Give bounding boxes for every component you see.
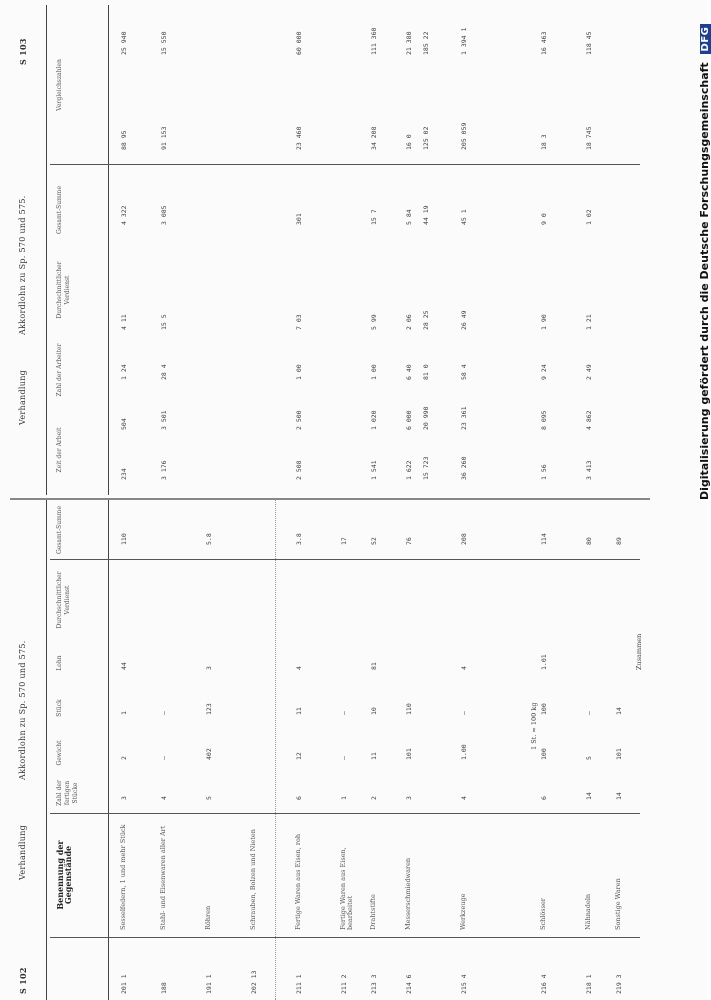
left-page — [10, 500, 650, 1000]
cell: 5 99 — [370, 314, 378, 330]
table-row — [120, 500, 134, 1000]
header-akkordlohn-right: Akkordlohn zu Sp. 570 und 575. — [18, 195, 27, 335]
col-header: Stück — [56, 699, 63, 717]
table-row — [405, 500, 419, 1000]
table-row — [340, 500, 354, 1000]
row-desc: Stahl- und Eisenwaren aller Art — [159, 825, 167, 930]
cell: 88 95 — [120, 130, 128, 150]
table-row — [205, 500, 219, 1000]
cell: 45 1 — [460, 209, 468, 225]
cell: 23 361 — [460, 406, 468, 430]
table-row — [370, 5, 384, 495]
cell: 2 49 — [585, 364, 593, 380]
table-row — [460, 500, 474, 1000]
cell: 1 020 — [370, 410, 378, 430]
row-sum: 3.8 — [295, 533, 303, 545]
table-row — [405, 5, 419, 495]
cell: 21 380 — [405, 31, 413, 55]
row-sum: 5.8 — [205, 533, 213, 545]
row-q: 5 — [205, 796, 213, 800]
cell: 1 90 — [540, 314, 548, 330]
table-row — [295, 5, 309, 495]
row-v3: 44 — [120, 662, 128, 670]
row-v2: — — [160, 711, 168, 715]
row-v2: — — [460, 711, 468, 715]
cell: 5 84 — [405, 209, 413, 225]
rule — [108, 5, 109, 495]
table-row — [422, 5, 436, 495]
row-v1: 11 — [370, 752, 378, 760]
cell: 60 000 — [295, 31, 303, 55]
row-ref: 215 4 — [460, 974, 468, 994]
row-ref: 214 6 — [405, 974, 413, 994]
page-number-left: S 102 — [18, 967, 28, 994]
cell: 1 21 — [585, 314, 593, 330]
col-header: Zahl der Arbeiter — [56, 343, 63, 397]
row-q: 14 — [615, 792, 623, 800]
row-desc: Schlösser — [539, 898, 547, 930]
row-sum: 89 — [615, 537, 623, 545]
row-ref: 191 1 — [205, 974, 213, 994]
cell: 15 723 — [422, 456, 430, 480]
cell: 4 862 — [585, 410, 593, 430]
col-header: Zeit der Arbeit — [56, 427, 63, 473]
cell: 125 02 — [422, 126, 430, 150]
row-q: 6 — [540, 796, 548, 800]
col-header: Zahl der fertigen Stücke — [56, 780, 79, 806]
row-v2: 1 — [120, 711, 128, 715]
row-v3: 81 — [370, 662, 378, 670]
rule — [46, 500, 47, 1000]
row-desc: Messerschmiedwaren — [404, 857, 412, 930]
row-desc: Fertige Waren aus Eisen, bearbeitet — [339, 847, 354, 930]
cell: 301 — [295, 213, 303, 225]
col-header: Durchschnittlicher Verdienst — [56, 571, 71, 629]
row-v1: 101 — [405, 748, 413, 760]
cell: 58 4 — [460, 364, 468, 380]
col-header: Durchschnittlicher Verdienst — [56, 261, 71, 319]
cell: 15 5 — [160, 314, 168, 330]
row-desc: Drahtstifte — [369, 894, 377, 930]
row-ref: 216 4 — [540, 974, 548, 994]
row-q: 2 — [370, 796, 378, 800]
row-v1: — — [160, 756, 168, 760]
dotted-leader — [275, 500, 276, 1000]
row-sum: 110 — [120, 533, 128, 545]
note: 1 St. = 100 kg — [530, 702, 538, 750]
header-verhandlung-right: Verhandlung — [18, 369, 27, 425]
cell: 18 745 — [585, 126, 593, 150]
row-v3: 3 — [205, 666, 213, 670]
row-sum: 80 — [585, 537, 593, 545]
row-sum: 17 — [340, 537, 348, 545]
cell: 81 0 — [422, 364, 430, 380]
cell: 3 413 — [585, 460, 593, 480]
row-q: 3 — [120, 796, 128, 800]
row-desc: Sesselfedern, 1 und mehr Stück — [119, 824, 127, 930]
row-desc: Röhren — [204, 905, 212, 930]
rotated-table-spread — [10, 0, 650, 1000]
cell: 15 7 — [370, 209, 378, 225]
col-header: Lohn — [56, 655, 63, 671]
cell: 9 24 — [540, 364, 548, 380]
rule — [108, 500, 109, 1000]
row-q: 4 — [160, 796, 168, 800]
row-ref: 213 3 — [370, 974, 378, 994]
cell: 1 02 — [585, 209, 593, 225]
page-gutter — [10, 498, 650, 500]
cell: 36 260 — [460, 456, 468, 480]
cell: 3 176 — [160, 460, 168, 480]
col-header: Vergleichszahlen — [56, 59, 63, 111]
row-v2: 10 — [370, 707, 378, 715]
cell: 2 508 — [295, 460, 303, 480]
row-sum: 76 — [405, 537, 413, 545]
table-row — [120, 5, 134, 495]
row-sum: 52 — [370, 537, 378, 545]
row-v2: — — [340, 711, 348, 715]
header-akkordlohn-left: Akkordlohn zu Sp. 570 und 575. — [18, 640, 27, 780]
cell: 7 03 — [295, 314, 303, 330]
row-ref: 219 3 — [615, 974, 623, 994]
row-v1: 402 — [205, 748, 213, 760]
row-sum: 114 — [540, 533, 548, 545]
row-q: 14 — [585, 792, 593, 800]
cell: 26 49 — [460, 310, 468, 330]
row-v2: 11 — [295, 707, 303, 715]
col-header: Gewicht — [56, 740, 63, 766]
cell: 9 0 — [540, 213, 548, 225]
cell: 1 56 — [540, 464, 548, 480]
cell: 1 541 — [370, 460, 378, 480]
col-header: Gesamt-Summe — [56, 505, 63, 555]
row-v1: 12 — [295, 752, 303, 760]
right-page — [10, 5, 650, 495]
table-row — [460, 5, 474, 495]
cell: 3 085 — [160, 205, 168, 225]
cell: 2 500 — [295, 410, 303, 430]
col-header: Gesamt-Summe — [56, 185, 63, 235]
cell: 15 550 — [160, 31, 168, 55]
row-desc: Sonstige Waren — [614, 878, 622, 930]
cell: 34 208 — [370, 126, 378, 150]
table-row — [160, 500, 174, 1000]
row-v1: — — [340, 756, 348, 760]
row-q: 3 — [405, 796, 413, 800]
row-desc: Werkzeuge — [459, 893, 467, 930]
note: Zusammen — [635, 633, 643, 670]
cell: 8 095 — [540, 410, 548, 430]
row-sum: 208 — [460, 533, 468, 545]
cell: 504 — [120, 418, 128, 430]
cell: 3 501 — [160, 410, 168, 430]
row-v2: 110 — [405, 703, 413, 715]
table-row — [250, 500, 264, 1000]
credit-text: Digitalisierung gefördert durch die Deutsche Forschungsgemeinschaft — [698, 62, 711, 500]
table-row — [295, 500, 309, 1000]
table-row — [370, 500, 384, 1000]
row-ref: 218 1 — [585, 974, 593, 994]
row-v3: 4 — [295, 666, 303, 670]
cell: 118 45 — [585, 31, 593, 55]
cell: 1 00 — [295, 364, 303, 380]
cell: 185 22 — [422, 31, 430, 55]
cell: 16 0 — [405, 134, 413, 150]
table-row — [160, 5, 174, 495]
cell: 1 24 — [120, 364, 128, 380]
cell: 23 460 — [295, 126, 303, 150]
row-v2: — — [585, 711, 593, 715]
table-row — [540, 500, 554, 1000]
column-title: Benennung der Gegenstände — [55, 840, 73, 910]
cell: 25 940 — [120, 31, 128, 55]
row-v2: 100 — [540, 703, 548, 715]
cell: 44 19 — [422, 205, 430, 225]
cell: 16 463 — [540, 31, 548, 55]
cell: 4 11 — [120, 314, 128, 330]
table-row — [585, 5, 599, 495]
cell: 6 000 — [405, 410, 413, 430]
cell: 1 622 — [405, 460, 413, 480]
row-q: 1 — [340, 796, 348, 800]
row-v2: 14 — [615, 707, 623, 715]
row-ref: 211 2 — [340, 974, 348, 994]
cell: 18 3 — [540, 134, 548, 150]
table-row — [615, 500, 629, 1000]
table-row — [540, 5, 554, 495]
cell: 6 40 — [405, 364, 413, 380]
cell: 1 394 1 — [460, 27, 468, 55]
row-q: 6 — [295, 796, 303, 800]
row-desc: Nähnadeln — [584, 893, 592, 930]
row-ref: 201 1 — [120, 974, 128, 994]
cell: 1 00 — [370, 364, 378, 380]
row-v1: 100 — [540, 748, 548, 760]
cell: 205 059 — [460, 122, 468, 150]
cell: 91 153 — [160, 126, 168, 150]
cell: 28 4 — [160, 364, 168, 380]
row-ref: 202 13 — [250, 970, 258, 994]
dfg-logo: DFG — [700, 24, 711, 55]
row-v3: 4 — [460, 666, 468, 670]
row-desc: Fertige Waren aus Eisen, roh — [294, 833, 302, 930]
row-ref: 211 1 — [295, 974, 303, 994]
rule — [46, 5, 47, 495]
row-v1: 2 — [120, 756, 128, 760]
row-v1: 1.00 — [460, 744, 468, 760]
cell: 4 322 — [120, 205, 128, 225]
row-q: 4 — [460, 796, 468, 800]
row-desc: Schrauben, Bolzen und Nieten — [249, 829, 257, 930]
row-v1: 5 — [585, 756, 593, 760]
row-v3: 1.01 — [540, 654, 548, 670]
header-verhandlung-left: Verhandlung — [18, 824, 27, 880]
row-ref: 188 — [160, 982, 168, 994]
cell: 2 06 — [405, 314, 413, 330]
table-row — [585, 500, 599, 1000]
row-v1: 101 — [615, 748, 623, 760]
page-number-right: S 103 — [18, 38, 28, 65]
cell: 111 360 — [370, 27, 378, 55]
row-v2: 123 — [205, 703, 213, 715]
cell: 234 — [120, 468, 128, 480]
cell: 28 25 — [422, 310, 430, 330]
digitization-credit — [698, 24, 711, 500]
cell: 20 990 — [422, 406, 430, 430]
